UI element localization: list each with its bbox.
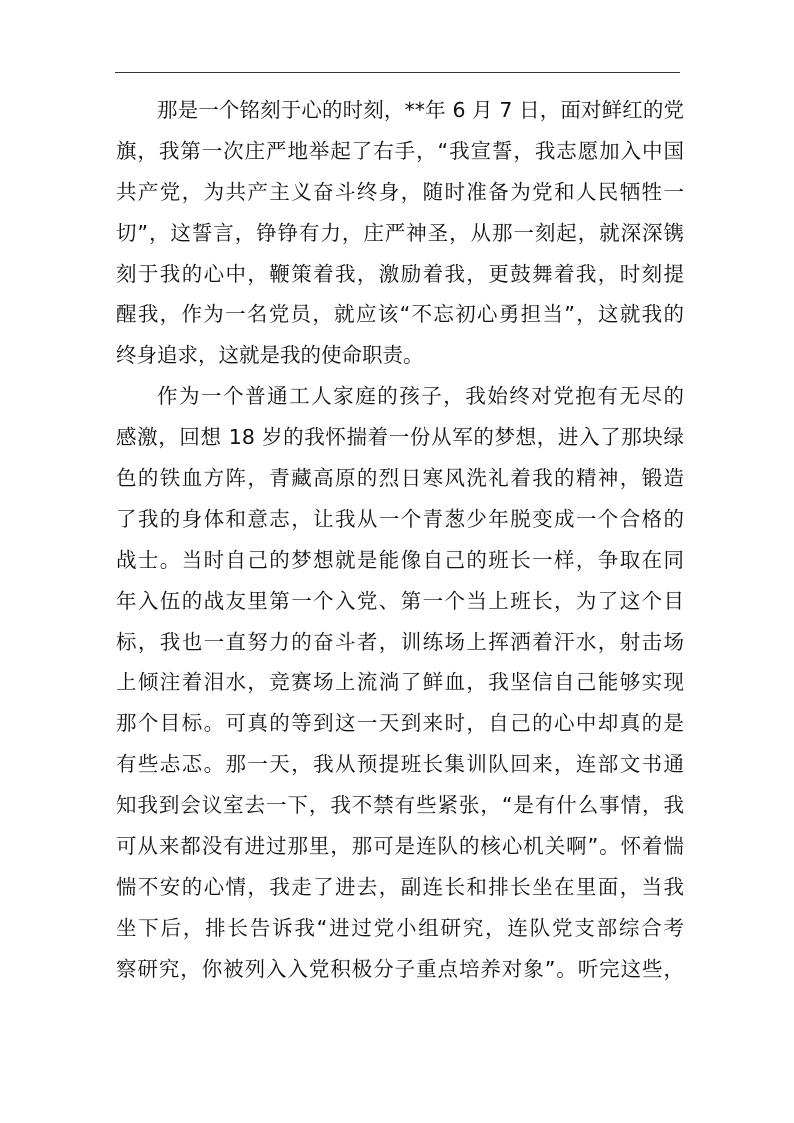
text-line: 刻于我的心中，鞭策着我，激励着我，更鼓舞着我，时刻提 xyxy=(116,261,684,286)
text-line: 醒我，作为一名党员，就应该“不忘初心勇担当”，这就我的 xyxy=(116,302,684,327)
text-line: 标，我也一直努力的奋斗者，训练场上挥洒着汗水，射击场 xyxy=(116,629,684,654)
text-line: 有些忐忑。那一天，我从预提班长集训队回来，连部文书通 xyxy=(116,752,684,777)
text-line: 年入伍的战友里第一个入党、第一个当上班长，为了这个目 xyxy=(116,588,684,613)
text-line: 作为一个普通工人家庭的孩子，我始终对党抱有无尽的 xyxy=(157,384,684,409)
text-line: 可从来都没有进过那里，那可是连队的核心机关啊”。怀着惴 xyxy=(116,834,684,859)
paragraph-1 xyxy=(116,90,684,376)
paragraph-2 xyxy=(116,376,684,989)
header-rule xyxy=(115,72,680,73)
text-line: 终身追求，这就是我的使命职责。 xyxy=(116,343,424,368)
text-line: 共产党，为共产主义奋斗终身，随时准备为党和人民牺牲一 xyxy=(116,179,684,204)
text-line: 坐下后，排长告诉我“进过党小组研究，连队党支部综合考 xyxy=(116,915,684,940)
text-line: 那个目标。可真的等到这一天到来时，自己的心中却真的是 xyxy=(116,711,684,736)
text-line: 知我到会议室去一下，我不禁有些紧张，“是有什么事情，我 xyxy=(116,793,684,818)
text-line: 惴不安的心情，我走了进去，副连长和排长坐在里面，当我 xyxy=(116,874,684,899)
text-line: 感激，回想 18 岁的我怀揣着一份从军的梦想，进入了那块绿 xyxy=(116,425,684,450)
text-line: 旗，我第一次庄严地举起了右手，“我宣誓，我志愿加入中国 xyxy=(116,138,684,163)
text-line: 那是一个铭刻于心的时刻，**年 6 月 7 日，面对鲜红的党 xyxy=(157,98,684,122)
text-line: 察研究，你被列入入党积极分子重点培养对象”。听完这些， xyxy=(116,956,684,981)
text-line: 色的铁血方阵，青藏高原的烈日寒风洗礼着我的精神，锻造 xyxy=(116,466,684,491)
document-body xyxy=(116,90,684,990)
text-line: 战士。当时自己的梦想就是能像自己的班长一样，争取在同 xyxy=(116,547,684,572)
text-line: 了我的身体和意志，让我从一个青葱少年脱变成一个合格的 xyxy=(116,506,684,531)
text-line: 切”，这誓言，铮铮有力，庄严神圣，从那一刻起，就深深镌 xyxy=(116,220,684,245)
text-line: 上倾注着泪水，竞赛场上流淌了鲜血，我坚信自己能够实现 xyxy=(116,670,684,695)
